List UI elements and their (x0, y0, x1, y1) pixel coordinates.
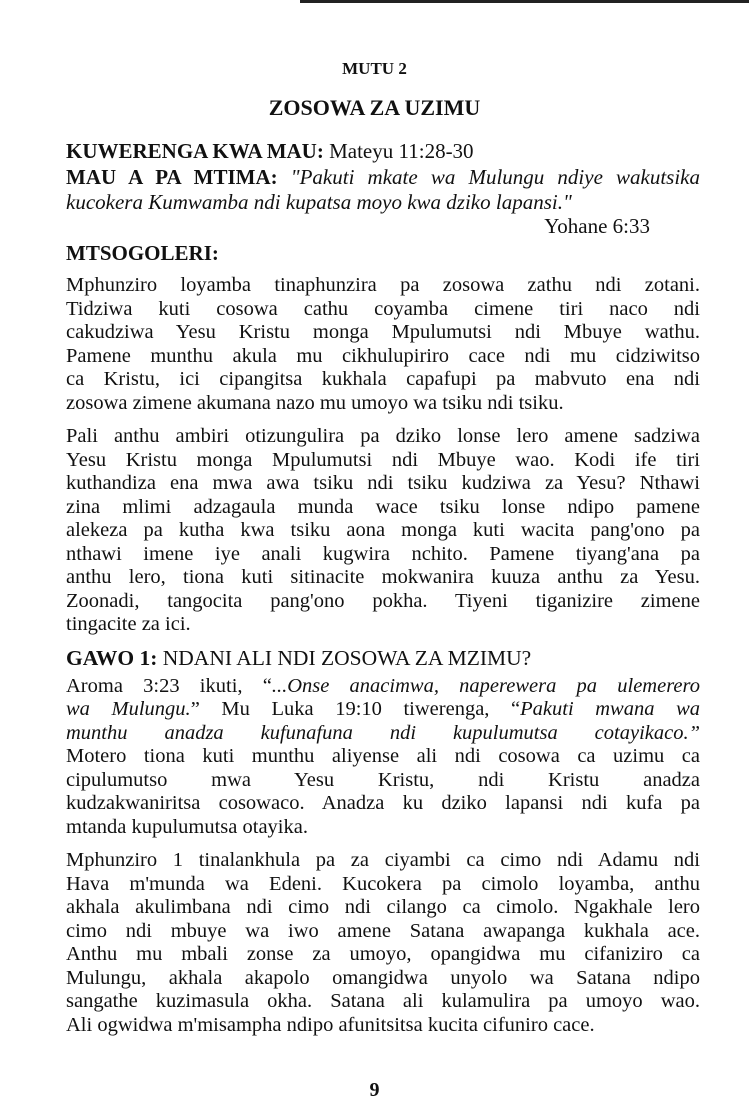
text-line (66, 920, 700, 944)
text-segment: Mphunziro 1 tinalankhula pa za ciyambi ca cimo ndi Adamu ndi (66, 849, 700, 871)
text-line (66, 345, 700, 369)
text-segment: anthu lero, tiona kuti sitinacite mokwanira kuuza anthu za Yesu. (66, 566, 700, 588)
text-segment: cipulumutso mwa Yesu Kristu, ndi Kristu anadza (66, 768, 700, 791)
text-line (66, 566, 700, 590)
text-line (66, 590, 700, 614)
memory-verse-line-1 (66, 164, 700, 190)
italic-text: Pakuti mwana wa (520, 698, 701, 720)
text-segment: Yesu Kristu monga Mpulumutsi ndi Mbuye wao. Kodi ife tiri (66, 448, 700, 471)
text-segment: Mulungu, akhala akapolo omangidwa unyolo wa Satana ndipo (66, 966, 700, 989)
text-segment: zina mlimi adzagaula munda wace tsiku lonse ndipo pamene (66, 495, 700, 518)
text-segment: zosowa zimene akumana nazo mu umoyo wa tsiku ndi tsiku. (66, 391, 564, 414)
text-segment: Anthu mu mbali zonse za umoyo, opangidwa mu cifaniziro ca (66, 943, 700, 965)
text-line (66, 392, 700, 416)
reading-label: KUWERENGA KWA MAU: (66, 139, 324, 163)
text-line (66, 769, 700, 793)
reading-line (66, 138, 700, 164)
text-segment: kuthandiza ena mwa awa tsiku ndi tsiku kudziwa za Yesu? Nthawi (66, 472, 700, 494)
text-line (66, 990, 700, 1014)
text-segment: Hava m'munda wa Edeni. Kucokera pa cimolo loyamba, anthu (66, 872, 700, 895)
text-line (66, 816, 700, 840)
text-line (66, 645, 700, 671)
text-line (66, 873, 700, 897)
text-segment: akhala akulimbana ndi cimo ndi cilango ca cimolo. Ngakhale lero (66, 896, 700, 918)
text-line (66, 368, 700, 392)
text-line (66, 849, 700, 873)
text-line (66, 722, 700, 746)
text-line (66, 792, 700, 816)
memory-verse-text-1: "Pakuti mkate wa Mulungu ndiye wakutsika (277, 165, 701, 189)
page-top-rule (300, 0, 749, 3)
bold-text: GAWO 1: (66, 645, 158, 670)
text-line (66, 472, 700, 496)
paragraph-gawo-1 (66, 675, 700, 840)
text-line (66, 675, 700, 699)
text-segment: NDANI ALI NDI ZOSOWA ZA MZIMU? (157, 645, 532, 670)
memory-verse-label: MAU A PA MTIMA: (66, 165, 278, 189)
italic-text: wa Mulungu. (66, 698, 191, 720)
text-line (66, 943, 700, 967)
text-line (66, 449, 700, 473)
intro-heading: MTSOGOLERI: (66, 241, 219, 265)
italic-text: ...Onse anacimwa, naperewera pa ulemerero (271, 674, 700, 697)
text-line (66, 698, 700, 722)
memory-verse-text-2: kucokera Kumwamba ndi kupatsa moyo kwa dziko lapansi." (66, 190, 572, 214)
reading-ref: Mateyu 11:28-30 (329, 139, 474, 163)
text-line (66, 298, 700, 322)
text-segment: mtanda kupulumutsa otayika. (66, 815, 308, 838)
text-segment: kudzakwaniritsa cosowaco. Anadza ku dziko lapansi ndi kufa pa (66, 792, 700, 814)
text-segment: Aroma 3:23 ikuti, “ (66, 674, 272, 697)
text-line (66, 543, 700, 567)
chapter-label: MUTU 2 (342, 59, 407, 78)
page-body (0, 58, 749, 1037)
text-line (66, 1014, 700, 1038)
text-line (66, 967, 700, 991)
text-segment: cimo ndi mbuye wa iwo amene Satana awapanga kukhala ace. (66, 919, 700, 942)
paragraph-gawo-2 (66, 849, 700, 1037)
text-segment: Pamene munthu akula mu cikhulupiriro cace ndi mu cidziwitso (66, 344, 700, 367)
text-segment: Pali anthu ambiri otizungulira pa dziko lonse lero amene sadziwa (66, 425, 700, 447)
memory-verse-ref: Yohane 6:33 (544, 214, 650, 238)
text-line (66, 425, 700, 449)
italic-text: munthu anadza kufunafuna ndi kupulumutsa cotayikaco.” (66, 721, 700, 744)
section-heading-gawo-1 (66, 645, 700, 671)
page-number: 9 (369, 1079, 380, 1101)
text-segment: Motero tiona kuti munthu aliyense ali ndi cosowa ca uzimu ca (66, 745, 700, 767)
text-line (66, 613, 700, 637)
paragraph-intro-1 (66, 274, 700, 415)
text-line (66, 274, 700, 298)
text-segment: tingacite za ici. (66, 613, 191, 635)
chapter-title: ZOSOWA ZA UZIMU (268, 95, 481, 120)
text-segment: ” Mu Luka 19:10 tiwerenga, “ (190, 698, 521, 720)
text-line (66, 745, 700, 769)
header-block (66, 138, 700, 266)
paragraph-intro-2 (66, 425, 700, 637)
text-segment: Mphunziro loyamba tinaphunzira pa zosowa zathu ndi zotani. (66, 274, 700, 296)
text-segment: ca Kristu, ici cipangitsa kukhala capafupi pa mabvuto ena ndi (66, 368, 700, 390)
text-segment: cakudziwa Yesu Kristu monga Mpulumutsi ndi Mbuye wathu. (66, 321, 700, 343)
text-segment: nthawi imene iye anali kugwira nchito. Pamene tiyang'ana pa (66, 542, 700, 565)
text-line (66, 496, 700, 520)
text-line (66, 896, 700, 920)
text-segment: sangathe kuzimasula okha. Satana ali kulamulira pa umoyo wao. (66, 990, 700, 1012)
text-segment: Ali ogwidwa m'misampha ndipo afunitsitsa kucita cifuniro cace. (66, 1013, 595, 1036)
text-segment: Tidziwa kuti cosowa cathu coyamba cimene tiri naco ndi (66, 297, 700, 320)
text-segment: Zoonadi, tangocita pang'ono pokha. Tiyeni tiganizire zimene (66, 589, 700, 612)
text-line (66, 321, 700, 345)
text-segment: alekeza pa kutha kwa tsiku aona monga kuti wacita pang'ono pa (66, 519, 700, 541)
text-line (66, 519, 700, 543)
